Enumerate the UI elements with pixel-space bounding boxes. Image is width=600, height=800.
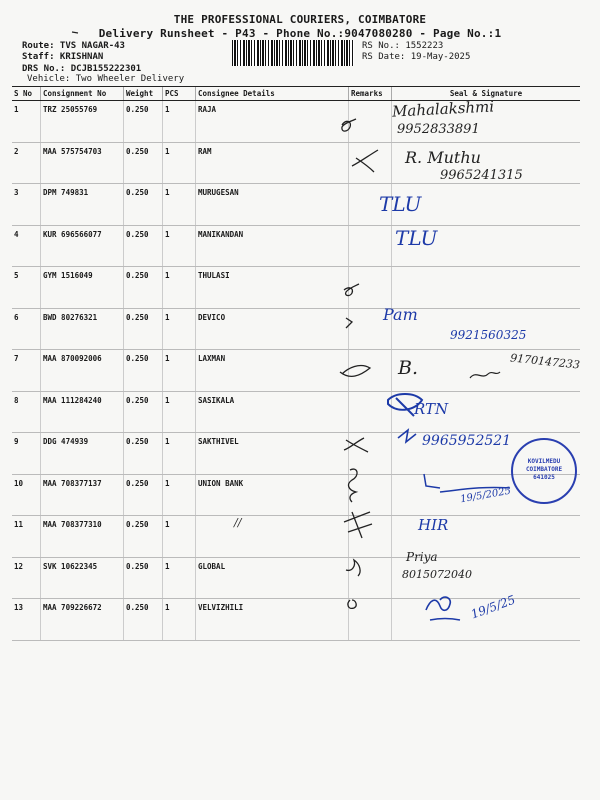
cell-weight: 0.250 [124,557,163,599]
cell-consignee: SAKTHIVEL [196,433,349,475]
cell-consignment: SVK 10622345 [41,557,124,599]
post-office-stamp [511,438,577,504]
cell-consignment: GYM 1516049 [41,267,124,309]
cell-remarks [349,101,392,143]
handwritten-code-row4: TLU [395,226,438,250]
cell-remarks [349,433,392,475]
cell-consignee: VELVIZHILI [196,599,349,641]
code-row11: HIR [418,516,449,534]
cell-weight: 0.250 [124,516,163,558]
cell-pcs: 1 [163,557,196,599]
cell-weight: 0.250 [124,391,163,433]
cell-sno: 1 [12,101,41,143]
cell-weight: 0.250 [124,142,163,184]
cell-consignee: DEVICO [196,308,349,350]
cell-consignment: MAA 708377137 [41,474,124,516]
cell-consignment: KUR 696566077 [41,225,124,267]
cell-consignee: RAM [196,142,349,184]
stamp-line1: KOVILMEDU [527,458,561,465]
cell-remarks [349,142,392,184]
phone-row6: 9921560325 [450,328,527,342]
date-row10: 19/5/2025 [459,485,512,506]
phone-row2: 9965241315 [440,168,523,183]
col-header-signature: Seal & Signature [392,87,581,101]
table-row [12,101,580,143]
col-header-sno: S No [12,87,41,101]
cell-weight: 0.250 [124,599,163,641]
cell-consignment: MAA 111284240 [41,391,124,433]
cell-sno: 4 [12,225,41,267]
cell-consignment: MAA 709226672 [41,599,124,641]
cell-sno: 9 [12,433,41,475]
route-label: Route: TVS NAGAR-43 [22,41,125,51]
cell-consignee: MURUGESAN [196,184,349,226]
mark-row11: // [234,516,242,529]
cell-weight: 0.250 [124,184,163,226]
cell-consignee: THULASI [196,267,349,309]
cell-pcs: 1 [163,308,196,350]
cell-consignment: MAA 708377310 [41,516,124,558]
cell-remarks [349,391,392,433]
cell-sno: 3 [12,184,41,226]
table-row [12,516,580,558]
runsheet-subtitle: Delivery Runsheet - P43 - Phone No.:9047080280 - Page No.:1 [98,27,502,40]
cell-consignee: SASIKALA [196,391,349,433]
cell-consignee: MANIKANDAN [196,225,349,267]
phone-row9: 9965952521 [422,433,512,449]
signature-row1: Mahalakshmi [391,97,495,121]
table-row [12,557,580,599]
cell-pcs: 1 [163,599,196,641]
cell-weight: 0.250 [124,433,163,475]
cell-pcs: 1 [163,516,196,558]
table-header-row [12,87,580,101]
cell-consignment: BWD 80276321 [41,308,124,350]
phone-row7: 9170147233 [509,351,581,372]
cell-weight: 0.250 [124,225,163,267]
cell-weight: 0.250 [124,101,163,143]
cell-pcs: 1 [163,101,196,143]
cell-consignment: MAA 575754703 [41,142,124,184]
cell-remarks [349,225,392,267]
cell-sno: 12 [12,557,41,599]
cell-remarks [349,516,392,558]
cell-pcs: 1 [163,433,196,475]
phone-row1: 9952833891 [397,122,480,137]
table-row [12,350,580,392]
cell-sno: 2 [12,142,41,184]
faded-stamp-row5 [382,262,558,302]
col-header-remarks: Remarks [349,87,392,101]
vehicle-label: Vehicle: Two Wheeler Delivery [27,74,185,84]
cell-consignment: TRZ 25055769 [41,101,124,143]
cell-weight: 0.250 [124,267,163,309]
cell-sno: 7 [12,350,41,392]
cell-remarks [349,350,392,392]
cell-weight: 0.250 [124,350,163,392]
rs-date: RS Date: 19-May-2025 [362,52,471,62]
cell-remarks [349,474,392,516]
table-row [12,391,580,433]
cell-pcs: 1 [163,350,196,392]
cell-weight: 0.250 [124,474,163,516]
cell-sno: 10 [12,474,41,516]
cell-sno: 5 [12,267,41,309]
cell-remarks [349,599,392,641]
company-title: THE PROFESSIONAL COURIERS, COIMBATORE [173,13,427,26]
cell-consignment: MAA 870092006 [41,350,124,392]
cell-consignment: DPM 749831 [41,184,124,226]
cell-consignee: UNION BANK [196,474,349,516]
barcode-image [232,40,354,66]
cell-remarks [349,557,392,599]
table-row [12,225,580,267]
cell-sno: 8 [12,391,41,433]
cell-consignee: GLOBAL [196,557,349,599]
staff-label: Staff: KRISHNAN [22,52,104,62]
cell-pcs: 1 [163,267,196,309]
drs-number: DRS No.: DCJB155222301 [22,64,142,74]
phone-row12: 8015072040 [402,568,472,581]
stamp-line2: COIMBATORE [525,466,563,473]
col-header-weight: Weight [124,87,163,101]
rs-number: RS No.: 1552223 [362,41,444,51]
col-header-pcs: PCS [163,87,196,101]
cell-pcs: 1 [163,142,196,184]
col-header-consignee: Consignee Details [196,87,349,101]
table-row [12,184,580,226]
code-row8: RTN [414,400,449,418]
signature-row12: Priya [406,550,438,564]
handwritten-code-row3: TLU [379,192,422,216]
signature-row7: B. [398,357,419,379]
cell-consignee: RAJA [196,101,349,143]
cell-sno: 13 [12,599,41,641]
col-header-consignment: Consignment No [41,87,124,101]
cell-pcs: 1 [163,474,196,516]
stamp-line3: 641025 [533,474,555,481]
cell-pcs: 1 [163,391,196,433]
cell-consignment: DDG 474939 [41,433,124,475]
cell-pcs: 1 [163,184,196,226]
date-row13: 19/5/25 [469,592,518,622]
cell-sno: 6 [12,308,41,350]
signature-row6: Pam [383,305,418,324]
cell-weight: 0.250 [124,308,163,350]
cell-consignee: LAXMAN [196,350,349,392]
signature-row2: R. Muthu [405,148,481,167]
cell-sno: 11 [12,516,41,558]
cell-consignee [196,516,349,558]
cell-pcs: 1 [163,225,196,267]
